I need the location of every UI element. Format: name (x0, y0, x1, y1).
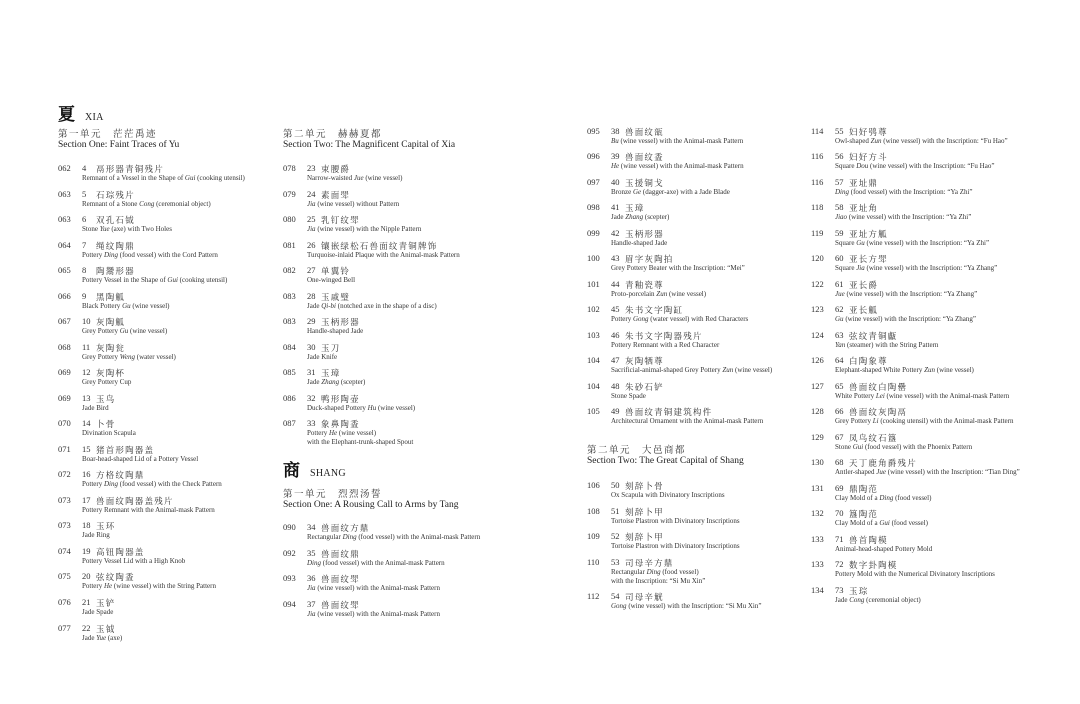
item-title-zh: 刻辞卜甲 (625, 532, 664, 542)
item-number: 62 (835, 304, 844, 314)
item-title-en: Pottery Ding (food vessel) with the Check Pattern (82, 480, 222, 488)
item-title-zh: 白陶象尊 (849, 356, 888, 366)
item-number: 54 (611, 591, 620, 601)
item-title-zh: 兽首陶模 (849, 535, 888, 545)
item-number: 9 (82, 291, 87, 301)
item-number: 20 (82, 571, 91, 581)
section-title-zh: 第一单元 烈烈汤誓 (283, 490, 383, 500)
item-title-en: White Pottery Lei (wine vessel) with the Animal-mask Pattern (835, 392, 1010, 400)
page-number: 123 (811, 304, 824, 314)
item-title-en: Stone Yue (axe) with Two Holes (82, 225, 172, 233)
item-number: 59 (835, 228, 844, 238)
item-title-en: Jia (wine vessel) with the Animal-mask Pattern (307, 584, 440, 592)
item-title-en: Elephant-shaped White Pottery Zun (wine vessel) (835, 366, 974, 374)
item-title-en: Animal-head-shaped Pottery Mold (835, 545, 933, 553)
item-title-en: Grey Pottery Weng (water vessel) (82, 353, 176, 361)
item-number: 71 (835, 534, 844, 544)
item-number: 32 (307, 393, 316, 403)
item-number: 56 (835, 151, 844, 161)
page-number: 076 (58, 597, 71, 607)
item-title-zh: 兽面纹鼎 (321, 549, 360, 559)
item-number: 46 (611, 330, 620, 340)
item-title-zh: 灰陶牺尊 (625, 356, 664, 366)
page-number: 077 (58, 623, 71, 633)
item-number: 5 (82, 189, 87, 199)
item-title-zh: 陶鬶形器 (96, 266, 135, 276)
page-number: 122 (811, 279, 824, 289)
page-number: 128 (811, 406, 824, 416)
item-title-zh: 簋陶范 (849, 509, 879, 519)
item-title-zh: 司母辛方鼎 (625, 558, 674, 568)
item-title-zh: 青釉瓷尊 (625, 280, 664, 290)
page-number: 068 (58, 342, 71, 352)
item-number: 8 (82, 265, 87, 275)
page-number: 097 (587, 177, 600, 187)
page-number: 094 (283, 599, 296, 609)
page-number: 085 (283, 367, 296, 377)
page-number: 129 (811, 432, 824, 442)
item-number: 36 (307, 573, 316, 583)
dynasty-heading (58, 100, 104, 125)
item-title-en: Yan (steamer) with the String Pattern (835, 341, 939, 349)
page-number: 134 (811, 585, 824, 595)
item-title-zh: 灰陶杯 (96, 368, 126, 378)
item-title-zh: 玉铲 (96, 598, 116, 608)
item-title-zh: 玉琮 (849, 586, 869, 596)
page-number: 103 (587, 330, 600, 340)
item-title-en: He (wine vessel) with the Animal-mask Pattern (611, 162, 744, 170)
item-title-zh: 刻辞卜甲 (625, 507, 664, 517)
page-number: 069 (58, 367, 71, 377)
item-title-en: Jia (wine vessel) without Pattern (307, 200, 400, 208)
item-title-en: Gu (wine vessel) with the Inscription: “Ya Zhang” (835, 315, 977, 323)
item-number: 43 (611, 253, 620, 263)
page-number: 062 (58, 163, 71, 173)
item-number: 28 (307, 291, 316, 301)
item-number: 72 (835, 559, 844, 569)
item-title-en: Boar-head-shaped Lid of a Pottery Vessel (82, 455, 199, 463)
page-number: 120 (811, 253, 824, 263)
item-title-en: Divination Scapula (82, 429, 136, 437)
page-number: 132 (811, 508, 824, 518)
item-title-zh: 玉环 (96, 521, 116, 531)
item-number: 4 (82, 163, 87, 173)
item-title-zh: 玉刀 (321, 343, 341, 353)
item-title-zh: 乳钉纹斝 (321, 215, 360, 225)
item-title-en: One-winged Bell (307, 276, 356, 284)
item-title-en: Grey Pottery Cup (82, 378, 132, 386)
item-number: 26 (307, 240, 316, 250)
section-title-zh: 第一单元 茫茫禹迹 (58, 130, 158, 140)
item-title-zh: 眉字灰陶拍 (625, 254, 674, 264)
page-number: 119 (811, 228, 824, 238)
item-title-en: Remnant of a Vessel in the Shape of Gui (cooking utensil) (82, 174, 245, 182)
item-title-en: Stone Spade (611, 392, 646, 400)
item-title-en: Architectural Ornament with the Animal-mask Pattern (611, 417, 764, 425)
item-title-zh: 兽面纹白陶罍 (849, 382, 908, 392)
item-title-zh: 兽面纹瓿 (625, 127, 664, 137)
page-number: 114 (811, 126, 824, 136)
item-title-zh: 象鼻陶盉 (321, 419, 360, 429)
page-number: 092 (283, 548, 296, 558)
item-number: 11 (82, 342, 91, 352)
item-number: 33 (307, 418, 316, 428)
item-number: 35 (307, 548, 316, 558)
item-title-en: Remnant of a Stone Cong (ceremonial object) (82, 200, 211, 208)
item-number: 57 (835, 177, 844, 187)
item-title-en: Jade Zhang (scepter) (611, 213, 670, 221)
item-title-en: Jade Qi-bi (notched axe in the shape of a disc) (307, 302, 437, 310)
item-title-en: with the Inscription: “Si Mu Xin” (611, 577, 706, 585)
item-number: 38 (611, 126, 620, 136)
item-title-en: Bronze Ge (dagger-axe) with a Jade Blade (611, 188, 730, 196)
item-number: 63 (835, 330, 844, 340)
item-number: 10 (82, 316, 91, 326)
item-title-zh: 弦纹陶盉 (96, 572, 135, 582)
page-number: 065 (58, 265, 71, 275)
item-title-en: Grey Pottery Beater with the Inscription: “Mei” (611, 264, 745, 272)
item-title-en: with the Elephant-trunk-shaped Spout (307, 438, 414, 446)
item-title-en: Stone Gui (food vessel) with the Phoenix Pattern (835, 443, 973, 451)
page-number: 102 (587, 304, 600, 314)
item-title-en: Rectangular Ding (food vessel) (611, 568, 699, 576)
item-title-en: Ding (food vessel) with the Animal-mask Pattern (307, 559, 445, 567)
section-title-zh: 第二单元 赫赫夏都 (283, 130, 383, 140)
item-number: 27 (307, 265, 316, 275)
item-number: 65 (835, 381, 844, 391)
item-number: 37 (307, 599, 316, 609)
item-title-en: Grey Pottery Gu (wine vessel) (82, 327, 168, 335)
page-number: 074 (58, 546, 71, 556)
page-number: 066 (58, 291, 71, 301)
page-number: 098 (587, 202, 600, 212)
item-title-zh: 卜骨 (96, 419, 116, 429)
item-title-zh: 朱砂石铲 (625, 382, 664, 392)
item-title-en: Proto-porcelain Zun (wine vessel) (611, 290, 707, 298)
item-title-zh: 玉柄形器 (321, 317, 360, 327)
section-title-en: Section Two: The Magnificent Capital of Xia (283, 140, 456, 150)
item-title-zh: 黑陶觚 (96, 292, 126, 302)
item-title-zh: 刻辞卜骨 (625, 481, 664, 491)
page-number: 105 (587, 406, 600, 416)
item-title-zh: 数字卦陶模 (849, 560, 898, 570)
page-number: 131 (811, 483, 824, 493)
item-title-en: Jade Bird (82, 404, 109, 412)
item-title-en: Rectangular Ding (food vessel) with the Animal-mask Pattern (307, 533, 481, 541)
page-number: 063 (58, 214, 71, 224)
item-title-en: Jade Zhang (scepter) (307, 378, 366, 386)
page-number: 083 (283, 316, 296, 326)
item-title-en: Pottery He (wine vessel) with the String Pattern (82, 582, 216, 590)
page-number: 073 (58, 495, 71, 505)
item-title-zh: 玉鸟 (96, 394, 116, 404)
page-number: 067 (58, 316, 71, 326)
item-number: 34 (307, 522, 316, 532)
item-title-en: Pottery Mold with the Numerical Divinatory Inscriptions (835, 570, 995, 578)
item-number: 21 (82, 597, 91, 607)
page-number: 079 (283, 189, 296, 199)
page-number: 090 (283, 522, 296, 532)
item-number: 41 (611, 202, 620, 212)
item-title-en: Clay Mold of a Gui (food vessel) (835, 519, 928, 527)
item-title-en: Bu (wine vessel) with the Animal-mask Pattern (611, 137, 744, 145)
page-number: 072 (58, 469, 71, 479)
item-title-en: Owl-shaped Zun (wine vessel) with the Inscription: “Fu Hao” (835, 137, 1008, 145)
item-title-zh: 亚长方斝 (849, 254, 888, 264)
item-number: 44 (611, 279, 620, 289)
page-number: 124 (811, 330, 824, 340)
item-number: 22 (82, 623, 91, 633)
section-title-zh: 第二单元 大邑商都 (587, 446, 687, 456)
item-title-en: Handle-shaped Jade (307, 327, 364, 335)
item-number: 49 (611, 406, 620, 416)
item-title-en: Duck-shaped Pottery Hu (wine vessel) (307, 404, 416, 412)
item-title-en: Pottery Remnant with a Red Character (611, 341, 720, 349)
page-number: 116 (811, 151, 824, 161)
page-number: 075 (58, 571, 71, 581)
item-title-zh: 石琮残片 (96, 190, 135, 200)
section-title-en: Section Two: The Great Capital of Shang (587, 456, 744, 466)
item-title-zh: 亚长爵 (849, 280, 879, 290)
item-number: 12 (82, 367, 91, 377)
item-title-en: Jue (wine vessel) with the Inscription: “Ya Zhang” (835, 290, 978, 298)
page-number: 082 (283, 265, 296, 275)
item-number: 31 (307, 367, 316, 377)
item-title-zh: 亚址角 (849, 203, 879, 213)
item-number: 53 (611, 557, 620, 567)
item-title-zh: 单翼铃 (321, 266, 351, 276)
item-title-en: Jiao (wine vessel) with the Inscription: “Ya Zhi” (835, 213, 972, 221)
item-title-zh: 双孔石钺 (96, 215, 135, 225)
item-title-en: Pottery Ding (food vessel) with the Cord Pattern (82, 251, 218, 259)
dynasty-title-zh: 夏 (58, 105, 75, 124)
item-title-en: Square Jia (wine vessel) with the Inscription: “Ya Zhang” (835, 264, 998, 272)
item-title-zh: 兽面纹陶器盖残片 (96, 496, 174, 506)
item-title-zh: 弦纹青铜甗 (849, 331, 898, 341)
page-number: 127 (811, 381, 824, 391)
page-number: 073 (58, 520, 71, 530)
item-title-en: Tortoise Plastron with Divinatory Inscriptions (611, 542, 740, 550)
item-title-zh: 兽面纹斝 (321, 574, 360, 584)
item-title-zh: 灰陶觚 (96, 317, 126, 327)
item-title-en: Square Dou (wine vessel) with the Inscription: “Fu Hao” (835, 162, 995, 170)
item-title-zh: 玉戚璧 (321, 292, 351, 302)
item-title-zh: 鬲形器青铜残片 (96, 164, 164, 174)
item-number: 60 (835, 253, 844, 263)
section-title-en: Section One: A Rousing Call to Arms by Tang (283, 500, 459, 510)
item-title-zh: 玉璋 (625, 203, 645, 213)
item-title-zh: 灰陶瓮 (96, 343, 126, 353)
item-title-zh: 兽面纹方鼎 (321, 523, 370, 533)
page-number: 083 (283, 291, 296, 301)
item-title-zh: 束腰爵 (321, 164, 351, 174)
item-title-en: Tortoise Plastron with Divinatory Inscriptions (611, 517, 740, 525)
item-title-en: Jade Knife (307, 353, 338, 361)
item-number: 45 (611, 304, 620, 314)
page-number: 108 (587, 506, 600, 516)
item-title-zh: 绳纹陶鼎 (96, 241, 135, 251)
item-title-zh: 兽面纹青铜建筑构件 (625, 407, 713, 417)
item-number: 15 (82, 444, 91, 454)
item-number: 68 (835, 457, 844, 467)
item-number: 42 (611, 228, 620, 238)
item-number: 23 (307, 163, 316, 173)
page-number: 086 (283, 393, 296, 403)
item-title-zh: 兽面纹盉 (625, 152, 664, 162)
item-number: 30 (307, 342, 316, 352)
item-title-zh: 鸭形陶壶 (321, 394, 360, 404)
page-number: 110 (587, 557, 600, 567)
item-title-en: Ox Scapula with Divinatory Inscriptions (611, 491, 725, 499)
item-title-zh: 亚址鼎 (849, 178, 879, 188)
item-title-zh: 妇好鸮尊 (849, 127, 888, 137)
page-number: 104 (587, 355, 600, 365)
page-number: 109 (587, 531, 600, 541)
item-number: 70 (835, 508, 844, 518)
item-number: 66 (835, 406, 844, 416)
item-title-en: Jade Ring (82, 531, 110, 539)
item-title-en: Sacrificial-animal-shaped Grey Pottery Zun (wine vessel) (611, 366, 773, 374)
item-number: 24 (307, 189, 316, 199)
item-title-en: Narrow-waisted Jue (wine vessel) (307, 174, 403, 182)
item-title-zh: 司母辛觥 (625, 592, 664, 602)
item-number: 19 (82, 546, 91, 556)
item-number: 52 (611, 531, 620, 541)
item-title-en: Pottery Vessel Lid with a High Knob (82, 557, 186, 565)
item-title-en: Turquoise-inlaid Plaque with the Animal-mask Pattern (307, 251, 460, 259)
page-number: 081 (283, 240, 296, 250)
item-title-en: Ding (food vessel) with the Inscription: “Ya Zhi” (835, 188, 973, 196)
item-number: 17 (82, 495, 91, 505)
item-number: 55 (835, 126, 844, 136)
item-title-zh: 朱书文字陶器残片 (625, 331, 703, 341)
item-title-zh: 素面斝 (321, 190, 351, 200)
page-number: 096 (587, 151, 600, 161)
page-number: 084 (283, 342, 296, 352)
item-number: 58 (835, 202, 844, 212)
item-number: 6 (82, 214, 87, 224)
page-number: 099 (587, 228, 600, 238)
item-number: 64 (835, 355, 844, 365)
item-title-zh: 镶嵌绿松石兽面纹青铜牌饰 (321, 241, 438, 251)
page-number: 087 (283, 418, 296, 428)
page-number: 071 (58, 444, 71, 454)
page-number: 070 (58, 418, 71, 428)
item-number: 67 (835, 432, 844, 442)
item-number: 50 (611, 480, 620, 490)
item-title-zh: 方格纹陶鼎 (96, 470, 145, 480)
page-number: 126 (811, 355, 824, 365)
item-title-zh: 亚长觚 (849, 305, 879, 315)
item-title-zh: 朱书文字陶缸 (625, 305, 684, 315)
item-title-zh: 妇好方斗 (849, 152, 888, 162)
item-title-en: Clay Mold of a Ding (food vessel) (835, 494, 932, 502)
page-number: 106 (587, 480, 600, 490)
item-title-en: Pottery Gong (water vessel) with Red Characters (611, 315, 749, 323)
page-number: 078 (283, 163, 296, 173)
item-title-en: Jade Spade (82, 608, 114, 616)
item-title-zh: 猪首形陶器盖 (96, 445, 155, 455)
item-number: 7 (82, 240, 87, 250)
section-title-en: Section One: Faint Traces of Yu (58, 140, 180, 150)
dynasty-heading (283, 456, 346, 481)
dynasty-title-en: SHANG (310, 468, 346, 479)
page-number: 095 (587, 126, 600, 136)
item-title-zh: 兽面纹灰陶鬲 (849, 407, 908, 417)
item-number: 69 (835, 483, 844, 493)
item-title-en: Jade Cong (ceremonial object) (835, 596, 921, 604)
item-title-en: Pottery He (wine vessel) (307, 429, 377, 437)
item-number: 40 (611, 177, 620, 187)
item-title-en: Handle-shaped Jade (611, 239, 668, 247)
item-title-zh: 凤鸟纹石簋 (849, 433, 898, 443)
item-title-en: Grey Pottery Li (cooking utensil) with the Animal-mask Pattern (835, 417, 1014, 425)
page-number: 133 (811, 559, 824, 569)
item-title-zh: 玉援铜戈 (625, 178, 664, 188)
item-title-zh: 天丁鹿角爵残片 (849, 458, 917, 468)
page-number: 101 (587, 279, 600, 289)
page-number: 064 (58, 240, 71, 250)
item-number: 14 (82, 418, 91, 428)
item-number: 13 (82, 393, 91, 403)
item-number: 48 (611, 381, 620, 391)
dynasty-title-en: XIA (85, 112, 104, 123)
page-number: 100 (587, 253, 600, 263)
item-title-zh: 鼎陶范 (849, 484, 879, 494)
item-title-en: Black Pottery Gu (wine vessel) (82, 302, 170, 310)
item-title-en: Jade Yue (axe) (82, 634, 123, 642)
page-number: 080 (283, 214, 296, 224)
item-title-zh: 玉钺 (96, 624, 116, 634)
page-number: 116 (811, 177, 824, 187)
item-title-zh: 玉璋 (321, 368, 341, 378)
item-title-en: Antler-shaped Jue (wine vessel) with the Inscription: “Tian Ding” (835, 468, 1020, 476)
page-number: 112 (587, 591, 600, 601)
dynasty-title-zh: 商 (283, 461, 300, 480)
item-number: 61 (835, 279, 844, 289)
item-title-zh: 兽面纹斝 (321, 600, 360, 610)
item-title-zh: 玉柄形器 (625, 229, 664, 239)
item-title-en: Square Gu (wine vessel) with the Inscription: “Ya Zhi” (835, 239, 990, 247)
item-number: 18 (82, 520, 91, 530)
item-number: 51 (611, 506, 620, 516)
page-number: 093 (283, 573, 296, 583)
item-number: 29 (307, 316, 316, 326)
item-number: 73 (835, 585, 844, 595)
item-title-en: Gong (wine vessel) with the Inscription: “Si Mu Xin” (611, 602, 762, 610)
page-number: 104 (587, 381, 600, 391)
page-number: 133 (811, 534, 824, 544)
item-title-en: Jia (wine vessel) with the Animal-mask Pattern (307, 610, 440, 618)
item-title-zh: 亚址方觚 (849, 229, 888, 239)
page-number: 063 (58, 189, 71, 199)
page-number: 118 (811, 202, 824, 212)
item-title-zh: 高钮陶器盖 (96, 547, 145, 557)
item-number: 16 (82, 469, 91, 479)
item-number: 47 (611, 355, 620, 365)
item-number: 39 (611, 151, 620, 161)
page-number: 130 (811, 457, 824, 467)
item-number: 25 (307, 214, 316, 224)
item-title-en: Jia (wine vessel) with the Nipple Pattern (307, 225, 422, 233)
item-title-en: Pottery Vessel in the Shape of Gui (cooking utensil) (82, 276, 228, 284)
page-number: 069 (58, 393, 71, 403)
item-title-en: Pottery Remnant with the Animal-mask Pattern (82, 506, 215, 514)
